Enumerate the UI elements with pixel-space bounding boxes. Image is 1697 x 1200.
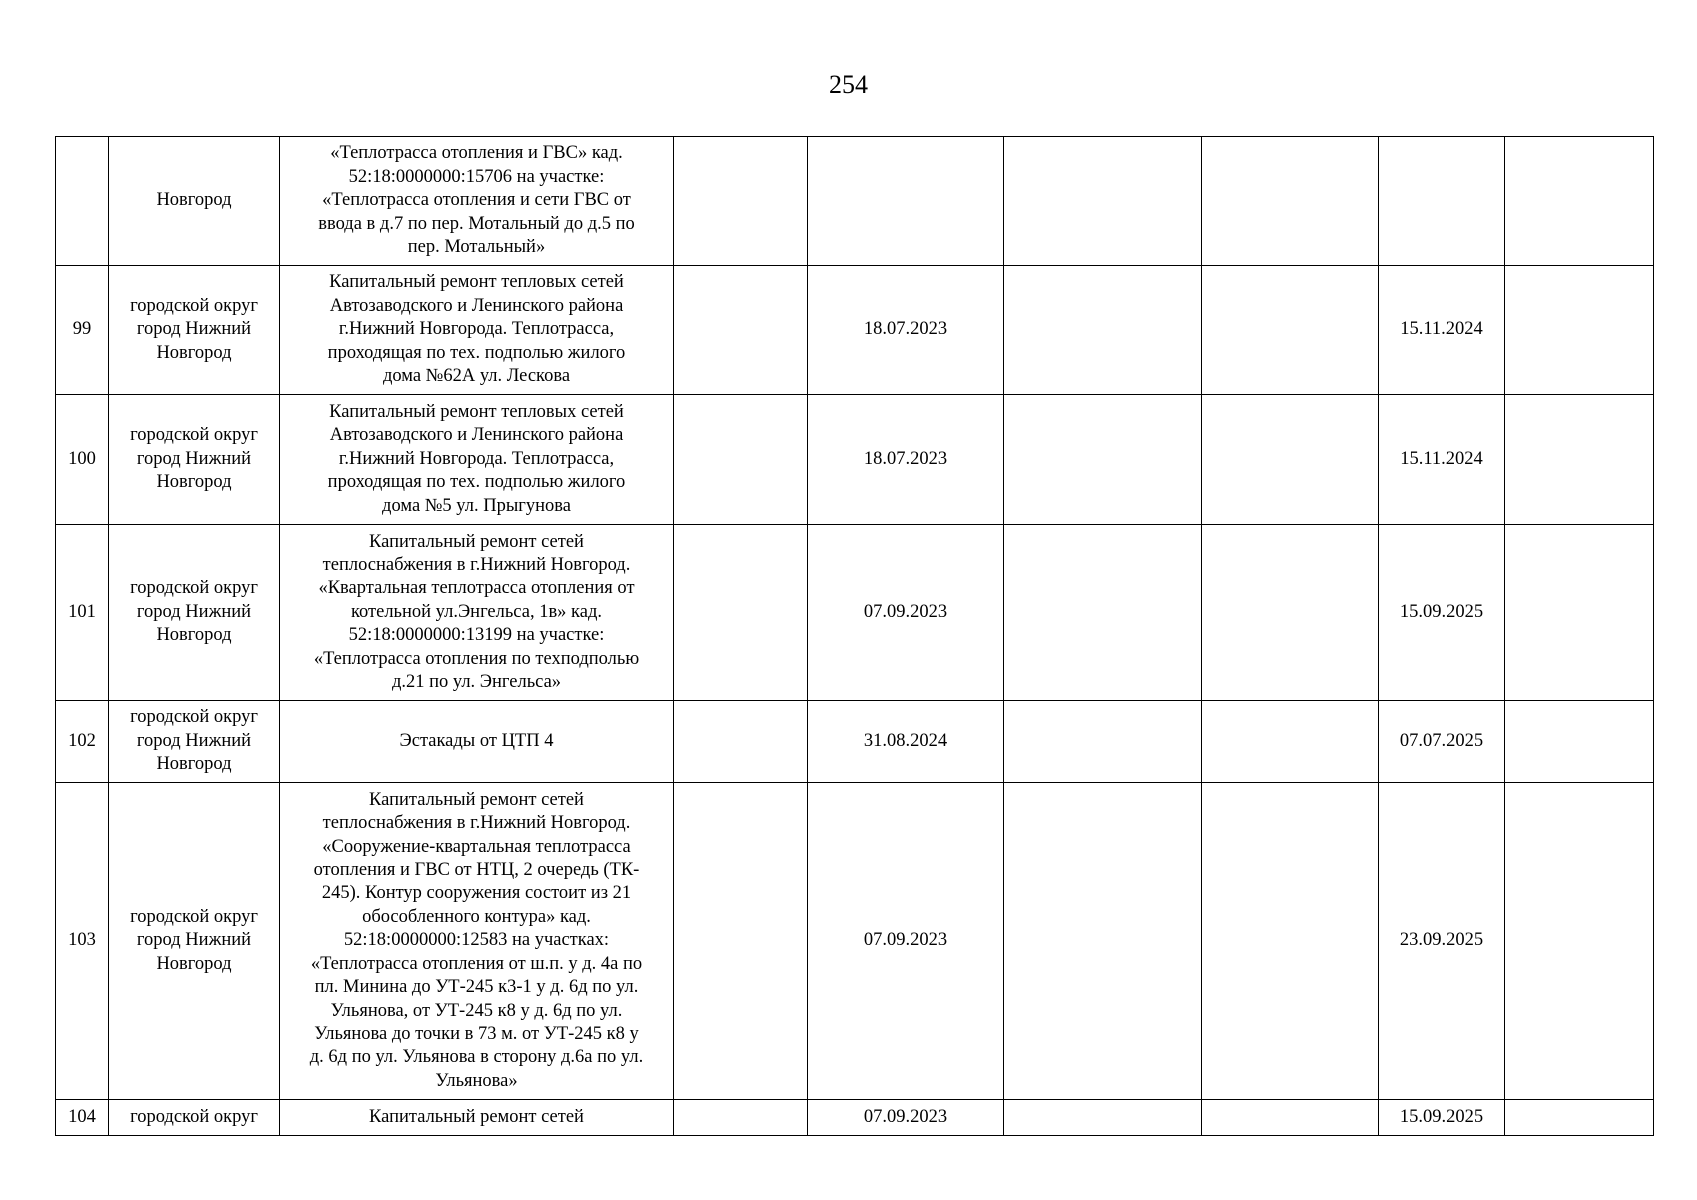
row-number-cell: 102 [56,701,109,783]
empty-cell [674,1100,808,1136]
table-row [56,701,1654,783]
start-date-cell: 18.07.2023 [808,395,1004,525]
object-line: дома №5 ул. Прыгунова [382,495,571,516]
object-line: Ульянова до точки в 73 м. от УТ-245 к8 у [314,1023,639,1044]
row-number-cell: 101 [56,525,109,701]
object-line: котельной ул.Энгельса, 1в» кад. [350,601,603,622]
district-line: городской округ [130,1106,258,1127]
object-line: «Квартальная теплотрасса отопления от [318,578,635,599]
district-cell [109,266,280,395]
end-date-cell: 15.11.2024 [1379,266,1505,395]
district-cell [109,701,280,783]
object-line: Капитальный ремонт сетей [369,789,584,810]
object-line: пер. Мотальный» [407,237,546,258]
start-date-cell: 31.08.2024 [808,701,1004,783]
object-line: Ульянова» [435,1070,518,1091]
empty-cell [1505,266,1654,395]
object-cell [280,525,674,701]
district-cell [109,395,280,525]
empty-cell [1004,266,1202,395]
empty-cell [1004,701,1202,783]
object-line: проходящая по тех. подполью жилого [327,342,626,363]
district-line: город Нижний [136,930,252,951]
empty-cell [674,137,808,266]
object-line: «Теплотрасса отопления и ГВС» кад. [330,143,623,164]
district-cell [109,525,280,701]
object-line: д. 6д по ул. Ульянова в сторону д.6а по ул. [309,1047,644,1068]
object-line: теплоснабжения в г.Нижний Новгород. [322,554,631,575]
empty-cell [1004,783,1202,1100]
district-line: Новгород [156,625,232,646]
empty-cell [1202,783,1379,1100]
start-date-cell [808,137,1004,266]
object-line: Капитальный ремонт сетей [369,1106,584,1127]
object-cell [280,395,674,525]
end-date-cell: 23.09.2025 [1379,783,1505,1100]
empty-cell [1202,701,1379,783]
empty-cell [674,783,808,1100]
end-date-cell: 15.11.2024 [1379,395,1505,525]
empty-cell [674,395,808,525]
object-line: Капитальный ремонт сетей [369,531,584,552]
empty-cell [1004,525,1202,701]
object-cell [280,266,674,395]
object-line: отопления и ГВС от НТЦ, 2 очередь (ТК- [313,860,640,881]
works-table [55,136,1654,1136]
object-line: Капитальный ремонт тепловых сетей [329,401,624,422]
object-line: теплоснабжения в г.Нижний Новгород. [322,813,631,834]
district-cell [109,783,280,1100]
district-cell [109,137,280,266]
district-line: город Нижний [136,319,252,340]
end-date-cell: 07.07.2025 [1379,701,1505,783]
end-date-cell: 15.09.2025 [1379,525,1505,701]
start-date-cell: 07.09.2023 [808,1100,1004,1136]
empty-cell [1505,395,1654,525]
district-line: Новгород [156,754,232,775]
object-line: г.Нижний Новгорода. Теплотрасса, [338,448,615,469]
object-line: 52:18:0000000:15706 на участке: [348,166,605,187]
district-line: город Нижний [136,730,252,751]
object-line: д.21 по ул. Энгельса» [391,672,562,693]
page-number: 254 [829,70,868,99]
start-date-cell: 07.09.2023 [808,525,1004,701]
empty-cell [1004,395,1202,525]
object-cell [280,137,674,266]
end-date-cell: 15.09.2025 [1379,1100,1505,1136]
empty-cell [1202,137,1379,266]
object-line: Капитальный ремонт тепловых сетей [329,272,624,293]
table-row [56,525,1654,701]
table-row [56,783,1654,1100]
object-line: Эстакады от ЦТП 4 [399,730,554,751]
object-line: г.Нижний Новгорода. Теплотрасса, [338,319,615,340]
district-line: городской округ [130,425,258,446]
object-line: дома №62А ул. Лескова [382,366,571,387]
table-row [56,137,1654,266]
district-line: Новгород [156,953,232,974]
object-line: Ульянова, от УТ-245 к8 у д. 6д по ул. [330,1000,623,1021]
empty-cell [1202,525,1379,701]
row-number-cell [56,137,109,266]
object-line: обособленного контура» кад. [362,906,591,927]
row-number-cell: 99 [56,266,109,395]
district-line: город Нижний [136,448,252,469]
district-line: городской округ [130,578,258,599]
empty-cell [1202,395,1379,525]
row-number-cell: 100 [56,395,109,525]
empty-cell [1004,137,1202,266]
row-number-cell: 104 [56,1100,109,1136]
empty-cell [1202,1100,1379,1136]
object-cell [280,783,674,1100]
district-cell [109,1100,280,1136]
empty-cell [1505,137,1654,266]
start-date-cell: 18.07.2023 [808,266,1004,395]
object-line: «Теплотрасса отопления от ш.п. у д. 4а по [310,953,643,974]
object-line: «Сооружение-квартальная теплотрасса [322,836,631,857]
object-line: Автозаводского и Ленинского района [329,295,624,316]
empty-cell [1202,266,1379,395]
district-line: Новгород [156,342,232,363]
table-row [56,1100,1654,1136]
object-line: 52:18:0000000:12583 на участках: [343,930,610,951]
object-cell [280,701,674,783]
empty-cell [1505,525,1654,701]
empty-cell [674,525,808,701]
empty-cell [1004,1100,1202,1136]
empty-cell [674,701,808,783]
district-line: Новгород [156,472,232,493]
object-line: «Теплотрасса отопления по техподполью [313,648,640,669]
empty-cell [1505,1100,1654,1136]
district-line: городской округ [130,906,258,927]
district-line: Новгород [156,190,232,211]
district-line: город Нижний [136,601,252,622]
object-line: 52:18:0000000:13199 на участке: [348,625,605,646]
district-line: городской округ [130,295,258,316]
object-line: проходящая по тех. подполью жилого [327,472,626,493]
end-date-cell [1379,137,1505,266]
empty-cell [1505,783,1654,1100]
object-line: пл. Минина до УТ-245 к3-1 у д. 6д по ул. [314,977,639,998]
empty-cell [1505,701,1654,783]
object-line: ввода в д.7 по пер. Мотальный до д.5 по [318,213,635,234]
object-line: 245). Контур сооружения состоит из 21 [321,883,632,904]
district-line: городской округ [130,707,258,728]
table-row [56,395,1654,525]
row-number-cell: 103 [56,783,109,1100]
start-date-cell: 07.09.2023 [808,783,1004,1100]
object-line: Автозаводского и Ленинского района [329,425,624,446]
object-line: «Теплотрасса отопления и сети ГВС от [322,190,631,211]
empty-cell [674,266,808,395]
table-row [56,266,1654,395]
table-body [56,137,1654,1136]
object-cell [280,1100,674,1136]
